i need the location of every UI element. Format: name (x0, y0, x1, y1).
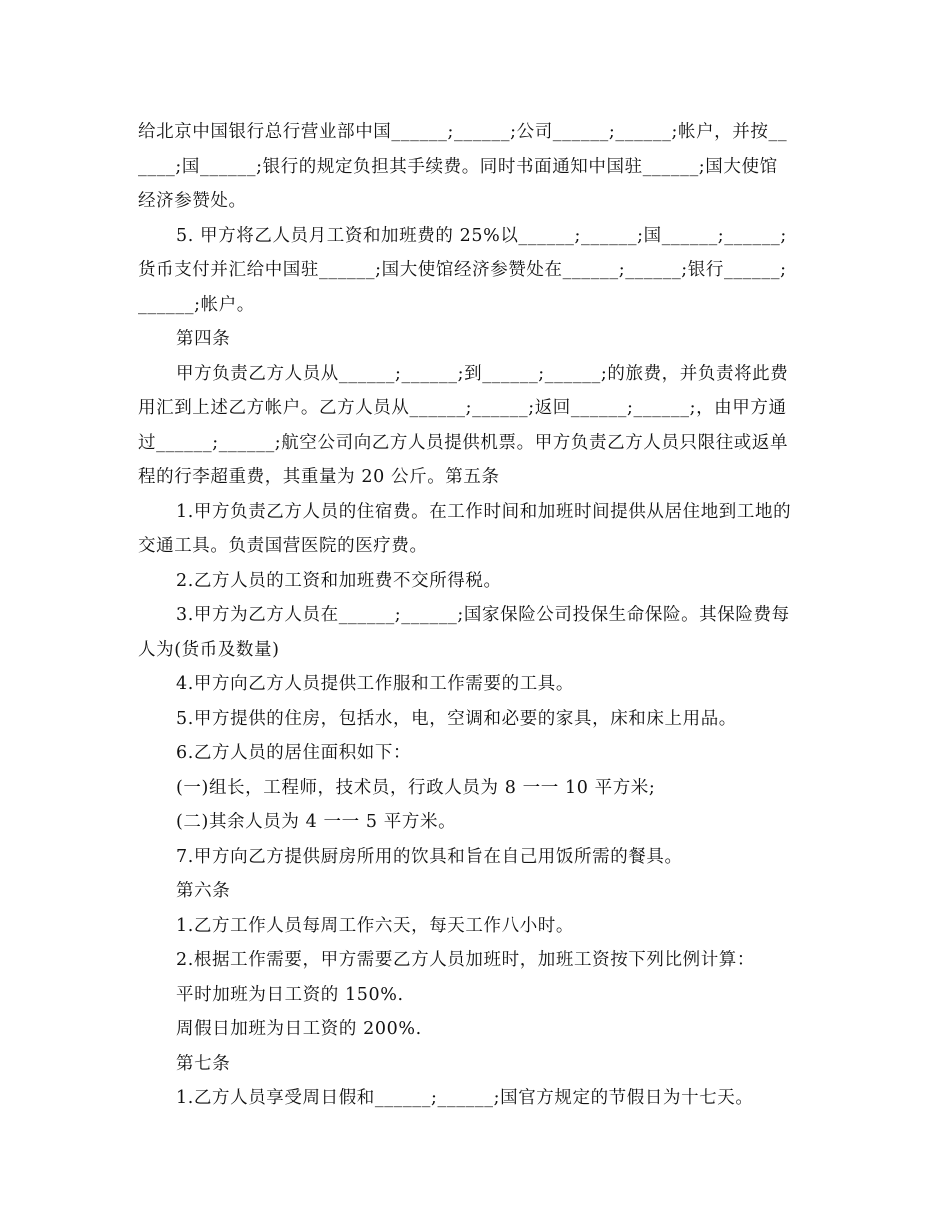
document-text-line: 平时加班为日工资的 150%. (176, 984, 404, 1005)
document-text-line: 甲方负责乙方人员从______;______;到______;______;的旅费，并负责将此费 (176, 363, 789, 384)
document-text-line: 4.甲方向乙方人员提供工作服和工作需要的工具。 (176, 674, 574, 694)
document-text-line: 经济参赞处。 (138, 191, 247, 211)
document-text-line: 周假日加班为日工资的 200%. (176, 1019, 422, 1039)
document-text-line: 1.乙方人员享受周日假和______;______;国官方规定的节假日为十七天。 (176, 1088, 754, 1108)
document-text-line: 给北京中国银行总行营业部中国______;______;公司______;______;帐户，并按__ (138, 122, 788, 142)
document-text-line: 程的行李超重费，其重量为 20 公斤。第五条 (138, 467, 500, 487)
document-text-line: 2.根据工作需要，甲方需要乙方人员加班时，加班工资按下列比例计算： (176, 950, 755, 970)
document-text-line: 1.甲方负责乙方人员的住宿费。在工作时间和加班时间提供从居住地到工地的 (176, 501, 792, 522)
document-body (138, 115, 814, 1116)
document-text-line: 货币支付并汇给中国驻______;国大使馆经济参赞处在______;______;银行______; (138, 260, 787, 280)
document-text-line: ______;帐户。 (138, 294, 255, 315)
document-text-line: 交通工具。负责国营医院的医疗费。 (138, 536, 428, 556)
document-text-line: 第四条 (176, 329, 231, 349)
document-text-line: 第七条 (176, 1053, 231, 1074)
document-text-line: (二)其余人员为 4 一一 5 平方米。 (176, 812, 457, 832)
document-text-line: 7.甲方向乙方提供厨房所用的饮具和旨在自己用饭所需的餐具。 (176, 846, 683, 867)
document-text-line: 第六条 (176, 881, 231, 901)
document-text-line: 3.甲方为乙方人员在______;______;国家保险公司投保生命保险。其保险费每 (176, 605, 790, 625)
document-text-line: 过______;______;航空公司向乙方人员提供机票。甲方负责乙方人员只限往或返单 (138, 432, 789, 453)
document-text-line: 2.乙方人员的工资和加班费不交所得税。 (176, 570, 502, 591)
document-text-line: ____;国______;银行的规定负担其手续费。同时书面通知中国驻______;国大使馆 (138, 156, 778, 177)
document-text-line: 1.乙方工作人员每周工作六天，每天工作八小时。 (176, 915, 574, 936)
document-text-line: 用汇到上述乙方帐户。乙方人员从______;______;返回______;______;，由甲方通 (138, 398, 787, 418)
document-text-line: 5. 甲方将乙人员月工资和加班费的 25%以______;______;国______;______; (176, 225, 787, 246)
document-text-line: 5.甲方提供的住房，包括水，电，空调和必要的家具，床和床上用品。 (176, 708, 737, 729)
document-text-line: (一)组长，工程师，技术员，行政人员为 8 一一 10 平方米; (176, 777, 656, 798)
document-text-line: 人为(货币及数量) (138, 639, 280, 660)
document-text-line: 6.乙方人员的居住面积如下： (176, 743, 412, 763)
